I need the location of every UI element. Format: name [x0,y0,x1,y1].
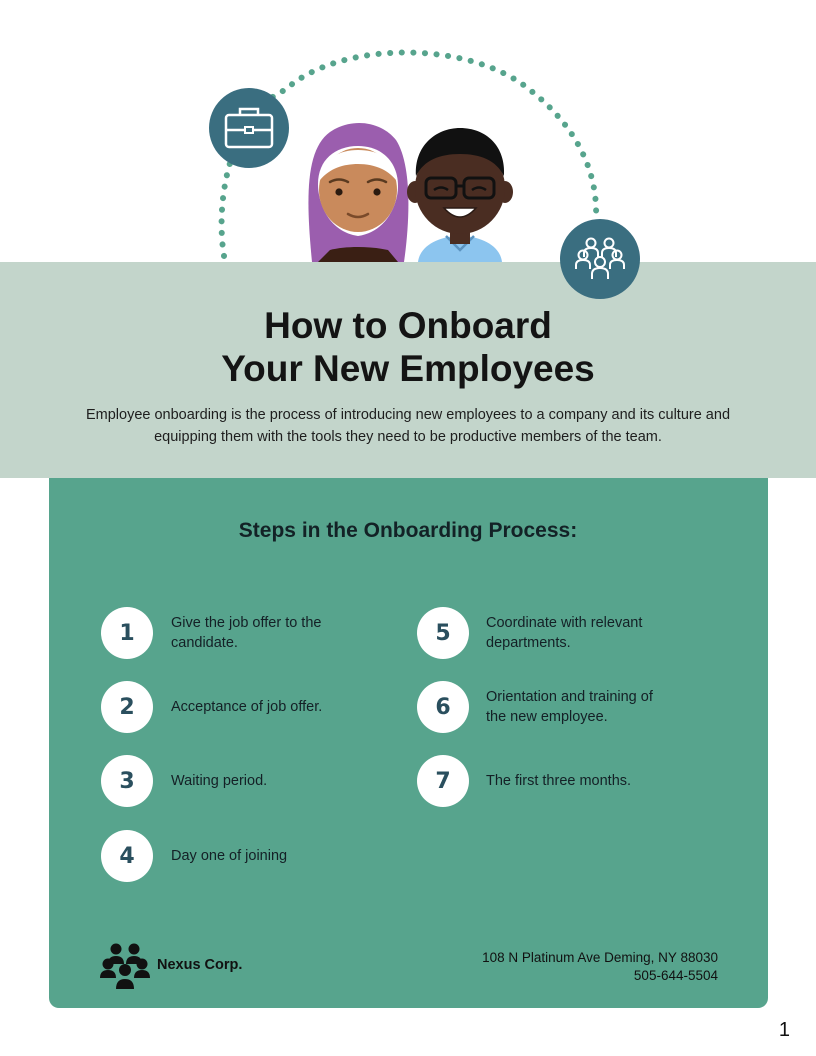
step-number: 7 [417,755,469,807]
group-icon [558,217,642,301]
company-logo-icon [100,942,150,990]
hero-illustration [0,0,816,262]
woman-avatar [308,123,408,262]
hero-graphic [0,0,816,262]
step-text: Give the job offer to the candidate. [171,615,322,651]
step-text: Acceptance of job offer. [171,699,323,715]
step-number: 5 [417,607,469,659]
phone-line: 505-644-5504 [633,968,718,983]
step-text: Orientation and training of the new employee. [486,689,653,725]
step-text: Day one of joining [171,848,288,864]
man-avatar [407,128,513,262]
step-number: 2 [101,681,153,733]
steps-panel [49,478,768,1008]
address-line: 108 N Platinum Ave Deming, NY 88030 [482,950,718,965]
page-title [0,304,816,390]
title-line-2: Your New Employees [221,348,595,389]
intro-paragraph: Employee onboarding is the process of introducing new employees to a company and its culture and equipping them with the tools they need to be productive members of the team. [85,407,731,445]
steps-heading: Steps in the Onboarding Process: [238,519,578,542]
step-text: The first three months. [486,773,632,789]
briefcase-icon [209,88,289,168]
step-number: 4 [101,830,153,882]
step-number: 1 [101,607,153,659]
step-text: Coordinate with relevant departments. [486,615,643,651]
company-name: Nexus Corp. [157,957,243,973]
step-number: 6 [417,681,469,733]
title-line-1: How to Onboard [264,305,552,346]
contact-info [482,949,718,985]
page-number: 1 [778,1019,790,1041]
step-text: Waiting period. [171,773,268,789]
step-number: 3 [101,755,153,807]
